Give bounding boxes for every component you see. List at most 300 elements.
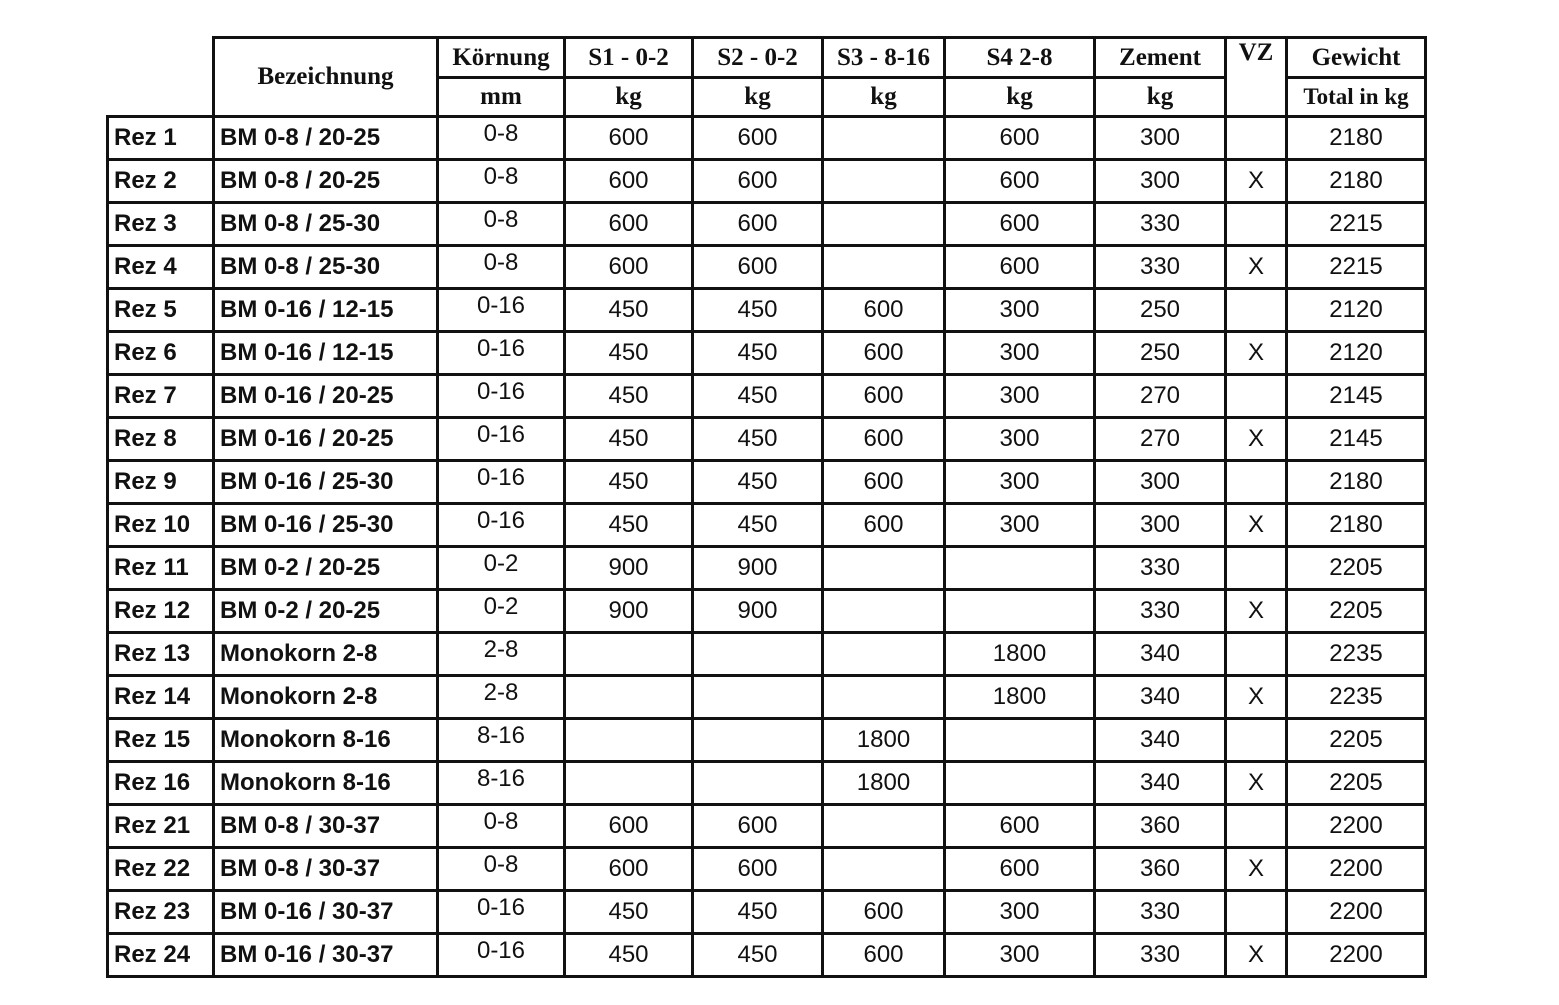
- recipe-id-cell: [108, 719, 214, 762]
- vz-cell: [1226, 719, 1287, 762]
- recipe-id-cell: [108, 504, 214, 547]
- s3-cell: [823, 289, 945, 332]
- s2-cell: [693, 461, 823, 504]
- bezeichnung-cell: [214, 848, 438, 891]
- total-cell: [1287, 504, 1426, 547]
- s2-cell-value: 450: [737, 425, 778, 452]
- total-cell-value: 2235: [1329, 640, 1383, 667]
- zement-cell-value: 250: [1139, 339, 1181, 366]
- koernung-cell-value: 2-8: [483, 679, 519, 706]
- bezeichnung-cell: [214, 332, 438, 375]
- s4-cell: [945, 160, 1095, 203]
- unit-s1: kg: [565, 78, 693, 117]
- zement-cell-value: 330: [1139, 941, 1181, 968]
- bezeichnung-cell-value: BM 0-16 / 12-15: [220, 339, 394, 366]
- zement-cell: [1095, 590, 1226, 633]
- koernung-cell: [438, 332, 565, 375]
- s4-cell-value: 300: [999, 382, 1040, 409]
- koernung-cell: [438, 461, 565, 504]
- unit-s4: kg: [945, 78, 1095, 117]
- s3-cell: [823, 332, 945, 375]
- table-row: [108, 504, 1426, 547]
- zement-cell: [1095, 203, 1226, 246]
- vz-cell: [1226, 289, 1287, 332]
- s1-cell: [565, 461, 693, 504]
- zement-cell-value: 300: [1139, 511, 1181, 538]
- s4-cell-value: 600: [999, 210, 1040, 237]
- total-cell: [1287, 676, 1426, 719]
- s2-cell-value: 450: [737, 296, 778, 323]
- koernung-cell-value: 0-8: [483, 808, 519, 835]
- zement-cell: [1095, 891, 1226, 934]
- zement-cell: [1095, 934, 1226, 977]
- s4-cell-value: 300: [999, 296, 1040, 323]
- s3-cell: [823, 805, 945, 848]
- s2-cell: [693, 934, 823, 977]
- unit-s3: kg: [823, 78, 945, 117]
- recipe-id-cell: [108, 160, 214, 203]
- total-cell-value: 2145: [1329, 425, 1383, 452]
- koernung-cell-value: 0-8: [483, 851, 519, 878]
- s4-cell-value: 600: [999, 124, 1040, 151]
- vz-cell-value: X: [1247, 167, 1264, 194]
- s4-cell: [945, 332, 1095, 375]
- header-bezeichnung: Bezeichnung: [214, 38, 438, 117]
- s1-cell: [565, 848, 693, 891]
- koernung-cell: [438, 590, 565, 633]
- s1-cell-value: 450: [608, 511, 649, 538]
- s3-cell-value: 600: [863, 339, 904, 366]
- header-koernung: Körnung: [438, 38, 565, 78]
- koernung-cell-value: 0-16: [476, 894, 526, 921]
- s1-cell: [565, 805, 693, 848]
- bezeichnung-cell-value: BM 0-2 / 20-25: [220, 597, 381, 624]
- total-cell: [1287, 805, 1426, 848]
- total-cell-value: 2120: [1329, 339, 1383, 366]
- zement-cell: [1095, 117, 1226, 160]
- s1-cell-value: 450: [608, 382, 649, 409]
- table-row: [108, 633, 1426, 676]
- koernung-cell: [438, 848, 565, 891]
- s1-cell: [565, 246, 693, 289]
- header-zement: Zement: [1095, 38, 1226, 78]
- bezeichnung-cell-value: BM 0-16 / 12-15: [220, 296, 394, 323]
- total-cell: [1287, 934, 1426, 977]
- s2-cell-value: 450: [737, 511, 778, 538]
- koernung-cell: [438, 891, 565, 934]
- total-cell-value: 2180: [1329, 511, 1383, 538]
- vz-cell-value: X: [1247, 941, 1264, 968]
- s2-cell: [693, 117, 823, 160]
- s1-cell-value: 450: [608, 898, 649, 925]
- recipe-id-cell-value: Rez 11: [114, 554, 189, 581]
- bezeichnung-cell-value: BM 0-8 / 30-37: [220, 855, 381, 882]
- bezeichnung-cell: [214, 461, 438, 504]
- unit-zement: kg: [1095, 78, 1226, 117]
- bezeichnung-cell-value: Monokorn 8-16: [220, 726, 391, 753]
- s3-cell: [823, 676, 945, 719]
- s4-cell-value: 600: [999, 812, 1040, 839]
- table-row: [108, 676, 1426, 719]
- table-row: [108, 590, 1426, 633]
- koernung-cell-value: 0-16: [476, 335, 526, 362]
- s2-cell: [693, 719, 823, 762]
- s2-cell-value: 600: [737, 210, 778, 237]
- zement-cell: [1095, 633, 1226, 676]
- zement-cell: [1095, 805, 1226, 848]
- total-cell-value: 2200: [1329, 941, 1383, 968]
- total-cell-value: 2200: [1329, 812, 1383, 839]
- s3-cell-value: 600: [863, 941, 904, 968]
- s2-cell: [693, 676, 823, 719]
- total-cell: [1287, 891, 1426, 934]
- recipe-id-cell: [108, 547, 214, 590]
- s1-cell: [565, 891, 693, 934]
- s3-cell: [823, 418, 945, 461]
- bezeichnung-cell: [214, 160, 438, 203]
- recipe-id-cell-value: Rez 8: [114, 425, 177, 452]
- s3-cell: [823, 934, 945, 977]
- s3-cell: [823, 504, 945, 547]
- zement-cell: [1095, 332, 1226, 375]
- zement-cell-value: 360: [1139, 812, 1181, 839]
- bezeichnung-cell: [214, 375, 438, 418]
- recipe-id-cell: [108, 891, 214, 934]
- bezeichnung-cell: [214, 203, 438, 246]
- s4-cell-value: 300: [999, 898, 1040, 925]
- s2-cell: [693, 203, 823, 246]
- zement-cell: [1095, 848, 1226, 891]
- recipe-id-cell-value: Rez 10: [114, 511, 191, 538]
- s4-cell-value: 1800: [992, 640, 1047, 667]
- total-cell: [1287, 418, 1426, 461]
- recipe-id-cell: [108, 418, 214, 461]
- zement-cell-value: 300: [1139, 167, 1181, 194]
- koernung-cell: [438, 762, 565, 805]
- s2-cell: [693, 504, 823, 547]
- s3-cell: [823, 848, 945, 891]
- bezeichnung-cell-value: BM 0-8 / 25-30: [220, 253, 381, 280]
- zement-cell-value: 340: [1139, 640, 1181, 667]
- s2-cell: [693, 332, 823, 375]
- recipe-id-cell: [108, 117, 214, 160]
- s2-cell-value: 600: [737, 253, 778, 280]
- koernung-cell: [438, 676, 565, 719]
- s1-cell-value: 450: [608, 468, 649, 495]
- s2-cell-value: 450: [737, 382, 778, 409]
- s4-cell: [945, 633, 1095, 676]
- zement-cell-value: 340: [1139, 683, 1181, 710]
- vz-cell: [1226, 762, 1287, 805]
- bezeichnung-cell-value: BM 0-16 / 20-25: [220, 382, 394, 409]
- table-row: [108, 246, 1426, 289]
- bezeichnung-cell-value: BM 0-16 / 25-30: [220, 468, 394, 495]
- s3-cell-value: 1800: [856, 769, 911, 796]
- koernung-cell: [438, 547, 565, 590]
- vz-cell-value: X: [1247, 425, 1264, 452]
- s3-cell: [823, 203, 945, 246]
- zement-cell: [1095, 676, 1226, 719]
- header-gewicht: Gewicht: [1287, 38, 1426, 78]
- vz-cell: [1226, 891, 1287, 934]
- table-row: [108, 461, 1426, 504]
- recipe-id-cell-value: Rez 21: [114, 812, 191, 839]
- s2-cell-value: 450: [737, 468, 778, 495]
- s4-cell: [945, 547, 1095, 590]
- koernung-cell: [438, 934, 565, 977]
- bezeichnung-cell: [214, 418, 438, 461]
- s4-cell: [945, 805, 1095, 848]
- recipe-id-cell-value: Rez 22: [114, 855, 191, 882]
- koernung-cell: [438, 418, 565, 461]
- total-cell-value: 2180: [1329, 468, 1383, 495]
- bezeichnung-cell: [214, 934, 438, 977]
- bezeichnung-cell-value: BM 0-16 / 30-37: [220, 898, 394, 925]
- s3-cell: [823, 719, 945, 762]
- recipe-id-cell: [108, 203, 214, 246]
- bezeichnung-cell: [214, 590, 438, 633]
- zement-cell: [1095, 418, 1226, 461]
- unit-gewicht: Total in kg: [1287, 78, 1426, 117]
- s1-cell: [565, 160, 693, 203]
- table-row: [108, 719, 1426, 762]
- vz-cell: [1226, 934, 1287, 977]
- table-row: [108, 762, 1426, 805]
- s3-cell: [823, 461, 945, 504]
- recipe-id-cell-value: Rez 24: [114, 941, 191, 968]
- recipe-id-cell: [108, 590, 214, 633]
- s2-cell: [693, 246, 823, 289]
- s1-cell-value: 450: [608, 941, 649, 968]
- zement-cell-value: 330: [1139, 554, 1181, 581]
- total-cell-value: 2200: [1329, 898, 1383, 925]
- s2-cell-value: 450: [737, 941, 778, 968]
- s1-cell: [565, 117, 693, 160]
- total-cell: [1287, 375, 1426, 418]
- bezeichnung-cell-value: BM 0-16 / 20-25: [220, 425, 394, 452]
- recipe-id-cell-value: Rez 1: [114, 124, 177, 151]
- s2-cell: [693, 289, 823, 332]
- s2-cell-value: 600: [737, 124, 778, 151]
- table-row: [108, 805, 1426, 848]
- total-cell: [1287, 332, 1426, 375]
- s4-cell: [945, 461, 1095, 504]
- recipe-id-cell: [108, 848, 214, 891]
- koernung-cell-value: 0-8: [483, 120, 519, 147]
- s3-cell: [823, 117, 945, 160]
- bezeichnung-cell-value: Monokorn 2-8: [220, 640, 378, 667]
- s4-cell: [945, 117, 1095, 160]
- bezeichnung-cell-value: BM 0-8 / 25-30: [220, 210, 381, 237]
- s1-cell-value: 900: [608, 554, 649, 581]
- s4-cell: [945, 719, 1095, 762]
- total-cell: [1287, 160, 1426, 203]
- zement-cell: [1095, 762, 1226, 805]
- vz-cell: [1226, 633, 1287, 676]
- table-row: [108, 891, 1426, 934]
- s1-cell: [565, 547, 693, 590]
- table-row: [108, 332, 1426, 375]
- koernung-cell-value: 0-8: [483, 163, 519, 190]
- total-cell-value: 2215: [1329, 253, 1383, 280]
- bezeichnung-cell: [214, 633, 438, 676]
- s1-cell: [565, 719, 693, 762]
- s2-cell: [693, 633, 823, 676]
- recipe-id-cell: [108, 762, 214, 805]
- s3-cell-value: 600: [863, 382, 904, 409]
- koernung-cell-value: 0-16: [476, 464, 526, 491]
- total-cell-value: 2120: [1329, 296, 1383, 323]
- recipe-id-cell-value: Rez 9: [114, 468, 177, 495]
- table-row: [108, 418, 1426, 461]
- bezeichnung-cell: [214, 117, 438, 160]
- s1-cell-value: 600: [608, 167, 649, 194]
- s2-cell: [693, 891, 823, 934]
- s4-cell-value: 600: [999, 167, 1040, 194]
- recipe-id-cell-value: Rez 16: [114, 769, 191, 796]
- s1-cell-value: 900: [608, 597, 649, 624]
- s1-cell: [565, 504, 693, 547]
- vz-cell: [1226, 504, 1287, 547]
- recipe-id-cell: [108, 805, 214, 848]
- bezeichnung-cell: [214, 289, 438, 332]
- recipe-id-cell: [108, 246, 214, 289]
- zement-cell-value: 300: [1139, 124, 1181, 151]
- s4-cell: [945, 375, 1095, 418]
- s4-cell-value: 300: [999, 511, 1040, 538]
- recipe-id-cell-value: Rez 14: [114, 683, 191, 710]
- koernung-cell-value: 8-16: [476, 722, 526, 749]
- s4-cell-value: 600: [999, 253, 1040, 280]
- koernung-cell-value: 0-8: [483, 206, 519, 233]
- bezeichnung-cell-value: BM 0-16 / 30-37: [220, 941, 394, 968]
- bezeichnung-cell-value: Monokorn 8-16: [220, 769, 391, 796]
- zement-cell-value: 330: [1139, 597, 1181, 624]
- recipe-id-cell-value: Rez 7: [114, 382, 177, 409]
- s1-cell-value: 600: [608, 124, 649, 151]
- table-row: [108, 117, 1426, 160]
- s4-cell-value: 600: [999, 855, 1040, 882]
- s3-cell: [823, 590, 945, 633]
- zement-cell-value: 340: [1139, 769, 1181, 796]
- table-row: [108, 934, 1426, 977]
- s4-cell: [945, 891, 1095, 934]
- s4-cell: [945, 934, 1095, 977]
- zement-cell-value: 330: [1139, 253, 1181, 280]
- s3-cell-value: 600: [863, 898, 904, 925]
- koernung-cell-value: 0-16: [476, 421, 526, 448]
- zement-cell-value: 360: [1139, 855, 1181, 882]
- zement-cell-value: 270: [1139, 425, 1181, 452]
- s2-cell-value: 900: [737, 597, 778, 624]
- s3-cell: [823, 246, 945, 289]
- s2-cell: [693, 848, 823, 891]
- koernung-cell: [438, 719, 565, 762]
- recipe-id-cell-value: Rez 2: [114, 167, 177, 194]
- vz-cell: [1226, 418, 1287, 461]
- koernung-cell-value: 0-8: [483, 249, 519, 276]
- header-s1: S1 - 0-2: [565, 38, 693, 78]
- s1-cell-value: 600: [608, 253, 649, 280]
- total-cell-value: 2205: [1329, 769, 1383, 796]
- s1-cell: [565, 934, 693, 977]
- s3-cell: [823, 547, 945, 590]
- s3-cell: [823, 762, 945, 805]
- vz-cell: [1226, 848, 1287, 891]
- s1-cell: [565, 332, 693, 375]
- bezeichnung-cell-value: BM 0-8 / 30-37: [220, 812, 381, 839]
- total-cell: [1287, 246, 1426, 289]
- koernung-cell: [438, 117, 565, 160]
- s2-cell: [693, 762, 823, 805]
- vz-cell-value: X: [1247, 511, 1264, 538]
- header-vz: VZ: [1226, 38, 1287, 117]
- table-row: [108, 848, 1426, 891]
- total-cell-value: 2180: [1329, 124, 1383, 151]
- koernung-cell: [438, 289, 565, 332]
- recipe-id-cell-value: Rez 12: [114, 597, 191, 624]
- s1-cell: [565, 762, 693, 805]
- s1-cell-value: 600: [608, 210, 649, 237]
- koernung-cell-value: 0-16: [476, 507, 526, 534]
- zement-cell: [1095, 160, 1226, 203]
- s3-cell-value: 600: [863, 468, 904, 495]
- bezeichnung-cell: [214, 246, 438, 289]
- koernung-cell-value: 0-16: [476, 937, 526, 964]
- table-row: [108, 375, 1426, 418]
- s1-cell-value: 450: [608, 296, 649, 323]
- s3-cell: [823, 633, 945, 676]
- bezeichnung-cell: [214, 547, 438, 590]
- s1-cell: [565, 203, 693, 246]
- total-cell-value: 2180: [1329, 167, 1383, 194]
- koernung-cell: [438, 160, 565, 203]
- total-cell: [1287, 633, 1426, 676]
- zement-cell: [1095, 547, 1226, 590]
- unit-koernung: mm: [438, 78, 565, 117]
- s2-cell-value: 450: [737, 339, 778, 366]
- vz-cell-value: X: [1247, 597, 1264, 624]
- recipe-id-cell: [108, 332, 214, 375]
- zement-cell: [1095, 719, 1226, 762]
- s1-cell-value: 600: [608, 855, 649, 882]
- zement-cell-value: 270: [1139, 382, 1181, 409]
- header-s4: S4 2-8: [945, 38, 1095, 78]
- koernung-cell-value: 0-2: [483, 593, 519, 620]
- s1-cell: [565, 375, 693, 418]
- vz-cell: [1226, 547, 1287, 590]
- zement-cell: [1095, 246, 1226, 289]
- s4-cell: [945, 848, 1095, 891]
- table-row: [108, 547, 1426, 590]
- s3-cell-value: 600: [863, 425, 904, 452]
- unit-s2: kg: [693, 78, 823, 117]
- zement-cell-value: 250: [1139, 296, 1181, 323]
- koernung-cell-value: 0-2: [483, 550, 519, 577]
- total-cell-value: 2235: [1329, 683, 1383, 710]
- s3-cell: [823, 375, 945, 418]
- s4-cell: [945, 418, 1095, 461]
- zement-cell: [1095, 504, 1226, 547]
- s1-cell-value: 450: [608, 339, 649, 366]
- recipe-id-cell-value: Rez 3: [114, 210, 177, 237]
- recipe-table: [106, 36, 1427, 978]
- vz-cell: [1226, 375, 1287, 418]
- s4-cell: [945, 676, 1095, 719]
- s4-cell: [945, 590, 1095, 633]
- total-cell: [1287, 117, 1426, 160]
- s3-cell: [823, 891, 945, 934]
